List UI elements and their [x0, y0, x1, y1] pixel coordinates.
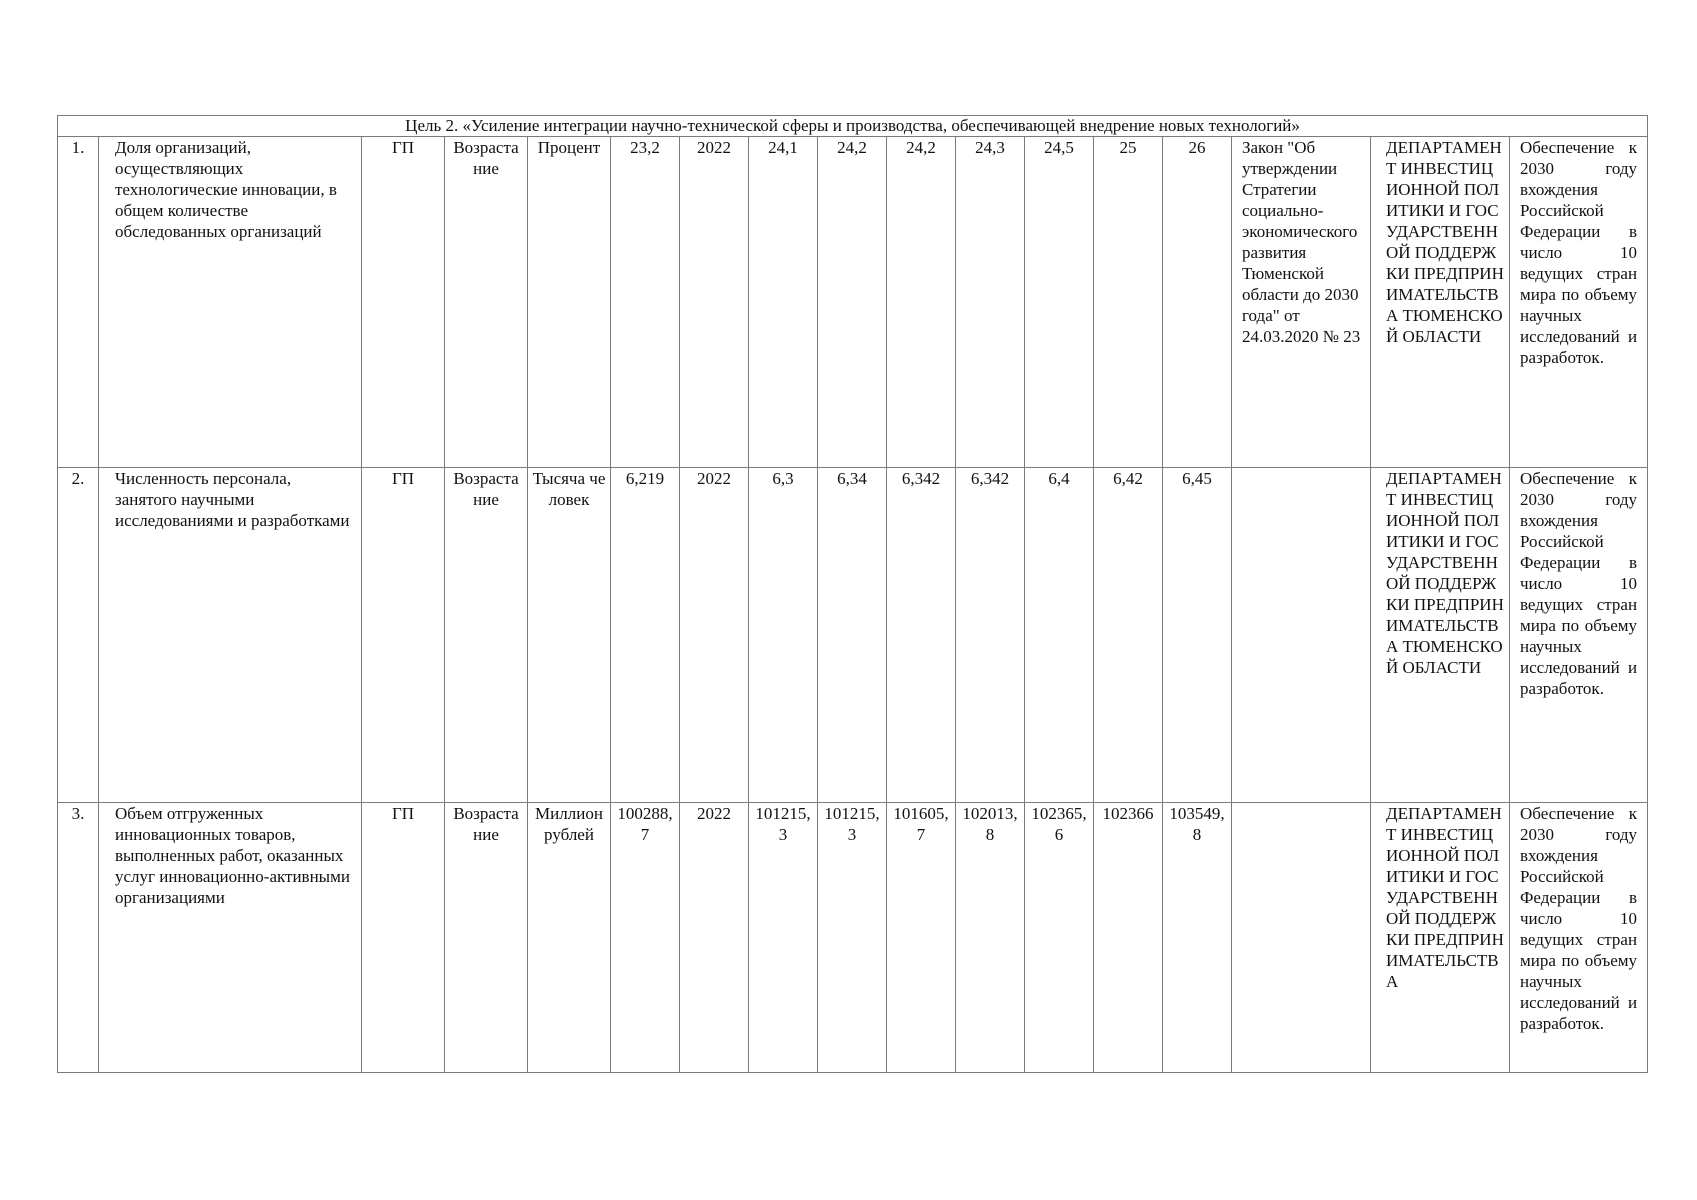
indicator-unit: Миллион рублей — [528, 803, 611, 1073]
indicator-name: Доля организаций, осуществляющих технологические инновации, в общем количестве обследованных организаций — [99, 137, 362, 468]
responsible-department: ДЕПАРТАМЕНТ ИНВЕСТИЦИОННОЙ ПОЛИТИКИ И ГОСУДАРСТВЕННОЙ ПОДДЕРЖКИ ПРЕДПРИНИМАТЕЛЬСТВА — [1371, 803, 1510, 1073]
target-value: 24,5 — [1025, 137, 1094, 468]
table-row — [58, 137, 1648, 468]
base-year: 2022 — [680, 137, 749, 468]
target-value: 24,1 — [749, 137, 818, 468]
legal-document: Закон "Об утверждении Стратегии социально-экономического развития Тюменской области до 2030 года" от 24.03.2020 № 23 — [1232, 137, 1371, 468]
goal-heading: Цель 2. «Усиление интеграции научно-технической сферы и производства, обеспечивающей внедрение новых технологий» — [58, 116, 1648, 137]
target-value: 6,3 — [749, 468, 818, 803]
target-value: 102365,6 — [1025, 803, 1094, 1073]
target-value: 6,34 — [818, 468, 887, 803]
target-value: 24,2 — [818, 137, 887, 468]
target-value: 26 — [1163, 137, 1232, 468]
indicator-name: Численность персонала, занятого научными исследованиями и разработками — [99, 468, 362, 803]
row-number: 2. — [58, 468, 99, 803]
indicator-purpose: Обеспечение к 2030 году вхождения Российской Федерации в число 10 ведущих стран мира по объему научных исследований и разработок. — [1510, 803, 1648, 1073]
target-value: 6,4 — [1025, 468, 1094, 803]
target-value: 24,2 — [887, 137, 956, 468]
base-year: 2022 — [680, 803, 749, 1073]
legal-document — [1232, 468, 1371, 803]
target-value: 24,3 — [956, 137, 1025, 468]
base-value: 6,219 — [611, 468, 680, 803]
table-row — [58, 803, 1648, 1073]
indicator-trend: Возрастание — [445, 803, 528, 1073]
base-value: 23,2 — [611, 137, 680, 468]
target-value: 102013,8 — [956, 803, 1025, 1073]
indicator-source: ГП — [362, 137, 445, 468]
indicator-trend: Возрастание — [445, 137, 528, 468]
target-value: 101215,3 — [818, 803, 887, 1073]
target-value: 6,42 — [1094, 468, 1163, 803]
target-value: 6,342 — [887, 468, 956, 803]
indicator-trend: Возрастание — [445, 468, 528, 803]
target-value: 6,342 — [956, 468, 1025, 803]
responsible-department: ДЕПАРТАМЕНТ ИНВЕСТИЦИОННОЙ ПОЛИТИКИ И ГОСУДАРСТВЕННОЙ ПОДДЕРЖКИ ПРЕДПРИНИМАТЕЛЬСТВА ТЮМЕНСКОЙ ОБЛАСТИ — [1371, 468, 1510, 803]
row-number: 3. — [58, 803, 99, 1073]
row-number: 1. — [58, 137, 99, 468]
indicator-purpose: Обеспечение к 2030 году вхождения Российской Федерации в число 10 ведущих стран мира по объему научных исследований и разработок. — [1510, 468, 1648, 803]
legal-document — [1232, 803, 1371, 1073]
base-year: 2022 — [680, 468, 749, 803]
indicator-source: ГП — [362, 803, 445, 1073]
indicators-table — [57, 115, 1648, 1073]
goal-row — [58, 116, 1648, 137]
indicator-source: ГП — [362, 468, 445, 803]
target-value: 25 — [1094, 137, 1163, 468]
indicator-unit: Процент — [528, 137, 611, 468]
indicator-name: Объем отгруженных инновационных товаров, выполненных работ, оказанных услуг инновационно-активными организациями — [99, 803, 362, 1073]
responsible-department: ДЕПАРТАМЕНТ ИНВЕСТИЦИОННОЙ ПОЛИТИКИ И ГОСУДАРСТВЕННОЙ ПОДДЕРЖКИ ПРЕДПРИНИМАТЕЛЬСТВА ТЮМЕНСКОЙ ОБЛАСТИ — [1371, 137, 1510, 468]
target-value: 103549,8 — [1163, 803, 1232, 1073]
target-value: 101215,3 — [749, 803, 818, 1073]
target-value: 101605,7 — [887, 803, 956, 1073]
table-row — [58, 468, 1648, 803]
target-value: 102366 — [1094, 803, 1163, 1073]
base-value: 100288,7 — [611, 803, 680, 1073]
target-value: 6,45 — [1163, 468, 1232, 803]
indicator-unit: Тысяча человек — [528, 468, 611, 803]
indicator-purpose: Обеспечение к 2030 году вхождения Российской Федерации в число 10 ведущих стран мира по объему научных исследований и разработок. — [1510, 137, 1648, 468]
